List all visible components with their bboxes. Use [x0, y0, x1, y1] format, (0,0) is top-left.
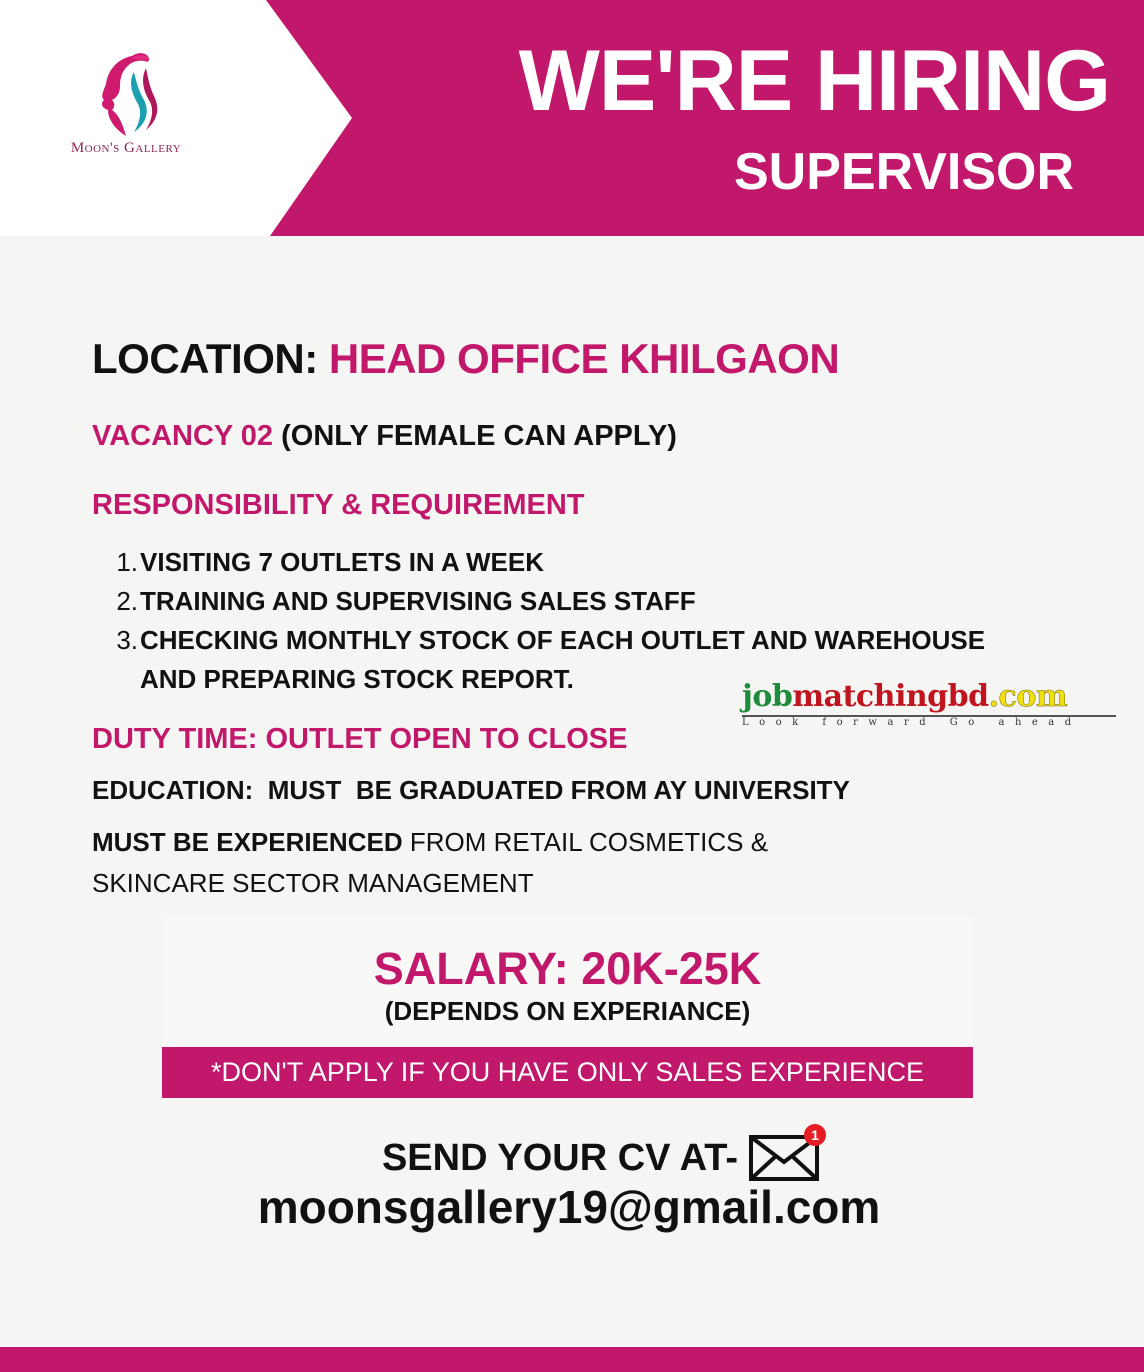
list-item: AND PREPARING STOCK REPORT. [140, 664, 574, 694]
list-item: 1. VISITING 7 OUTLETS IN A WEEK [116, 547, 544, 577]
experience-detail: FROM RETAIL COSMETICS & SKINCARE SECTOR MANAGEMENT [92, 827, 769, 898]
list-item: 2. TRAINING AND SUPERVISING SALES STAFF [116, 586, 696, 616]
experience-requirement [92, 822, 852, 904]
vacancy-line [92, 420, 677, 453]
vacancy-count: VACANCY 02 [92, 420, 274, 452]
watermark-tagline: Look forward Go ahead [742, 717, 1082, 728]
send-cv-prompt: SEND YOUR CV AT- [381, 1137, 739, 1179]
vacancy-note: (ONLY FEMALE CAN APPLY) [281, 420, 677, 452]
list-item: 3. CHECKING MONTHLY STOCK OF EACH OUTLET AND WAREHOUSE [116, 625, 986, 655]
header-banner [0, 0, 1144, 236]
footer-bar [0, 1347, 1144, 1372]
duty-time: DUTY TIME: OUTLET OPEN TO CLOSE [92, 723, 628, 755]
warning-banner: *DON'T APPLY IF YOU HAVE ONLY SALES EXPERIENCE [162, 1047, 973, 1098]
responsibilities-heading: RESPONSIBILITY & REQUIREMENT [92, 489, 585, 521]
experience-bold: MUST BE EXPERIENCED [92, 827, 403, 857]
salary-panel [162, 916, 973, 1098]
job-title: SUPERVISOR [733, 143, 1074, 201]
mail-icon [748, 1127, 822, 1182]
responsibilities-list [110, 543, 985, 699]
notification-badge: 1 [804, 1124, 826, 1146]
salary-range: SALARY: 20K-25K [373, 943, 762, 994]
send-cv-line [0, 1127, 1144, 1182]
location-label: LOCATION: [92, 335, 318, 382]
salary-note: (DEPENDS ON EXPERIANCE) [384, 996, 751, 1026]
location-line [92, 335, 839, 383]
location-value: HEAD OFFICE KHILGAON [328, 335, 840, 382]
jobmatchingbd-watermark: jobmatchingbd.com Look forward Go ahead [742, 680, 1116, 730]
page-title: WE'RE HIRING [518, 33, 1110, 129]
brand-name: Moon's Gallery [70, 140, 182, 156]
education-requirement: EDUCATION: MUST BE GRADUATED FROM AY UNIVERSITY [92, 775, 850, 805]
contact-email[interactable]: moonsgallery19@gmail.com [257, 1181, 881, 1233]
